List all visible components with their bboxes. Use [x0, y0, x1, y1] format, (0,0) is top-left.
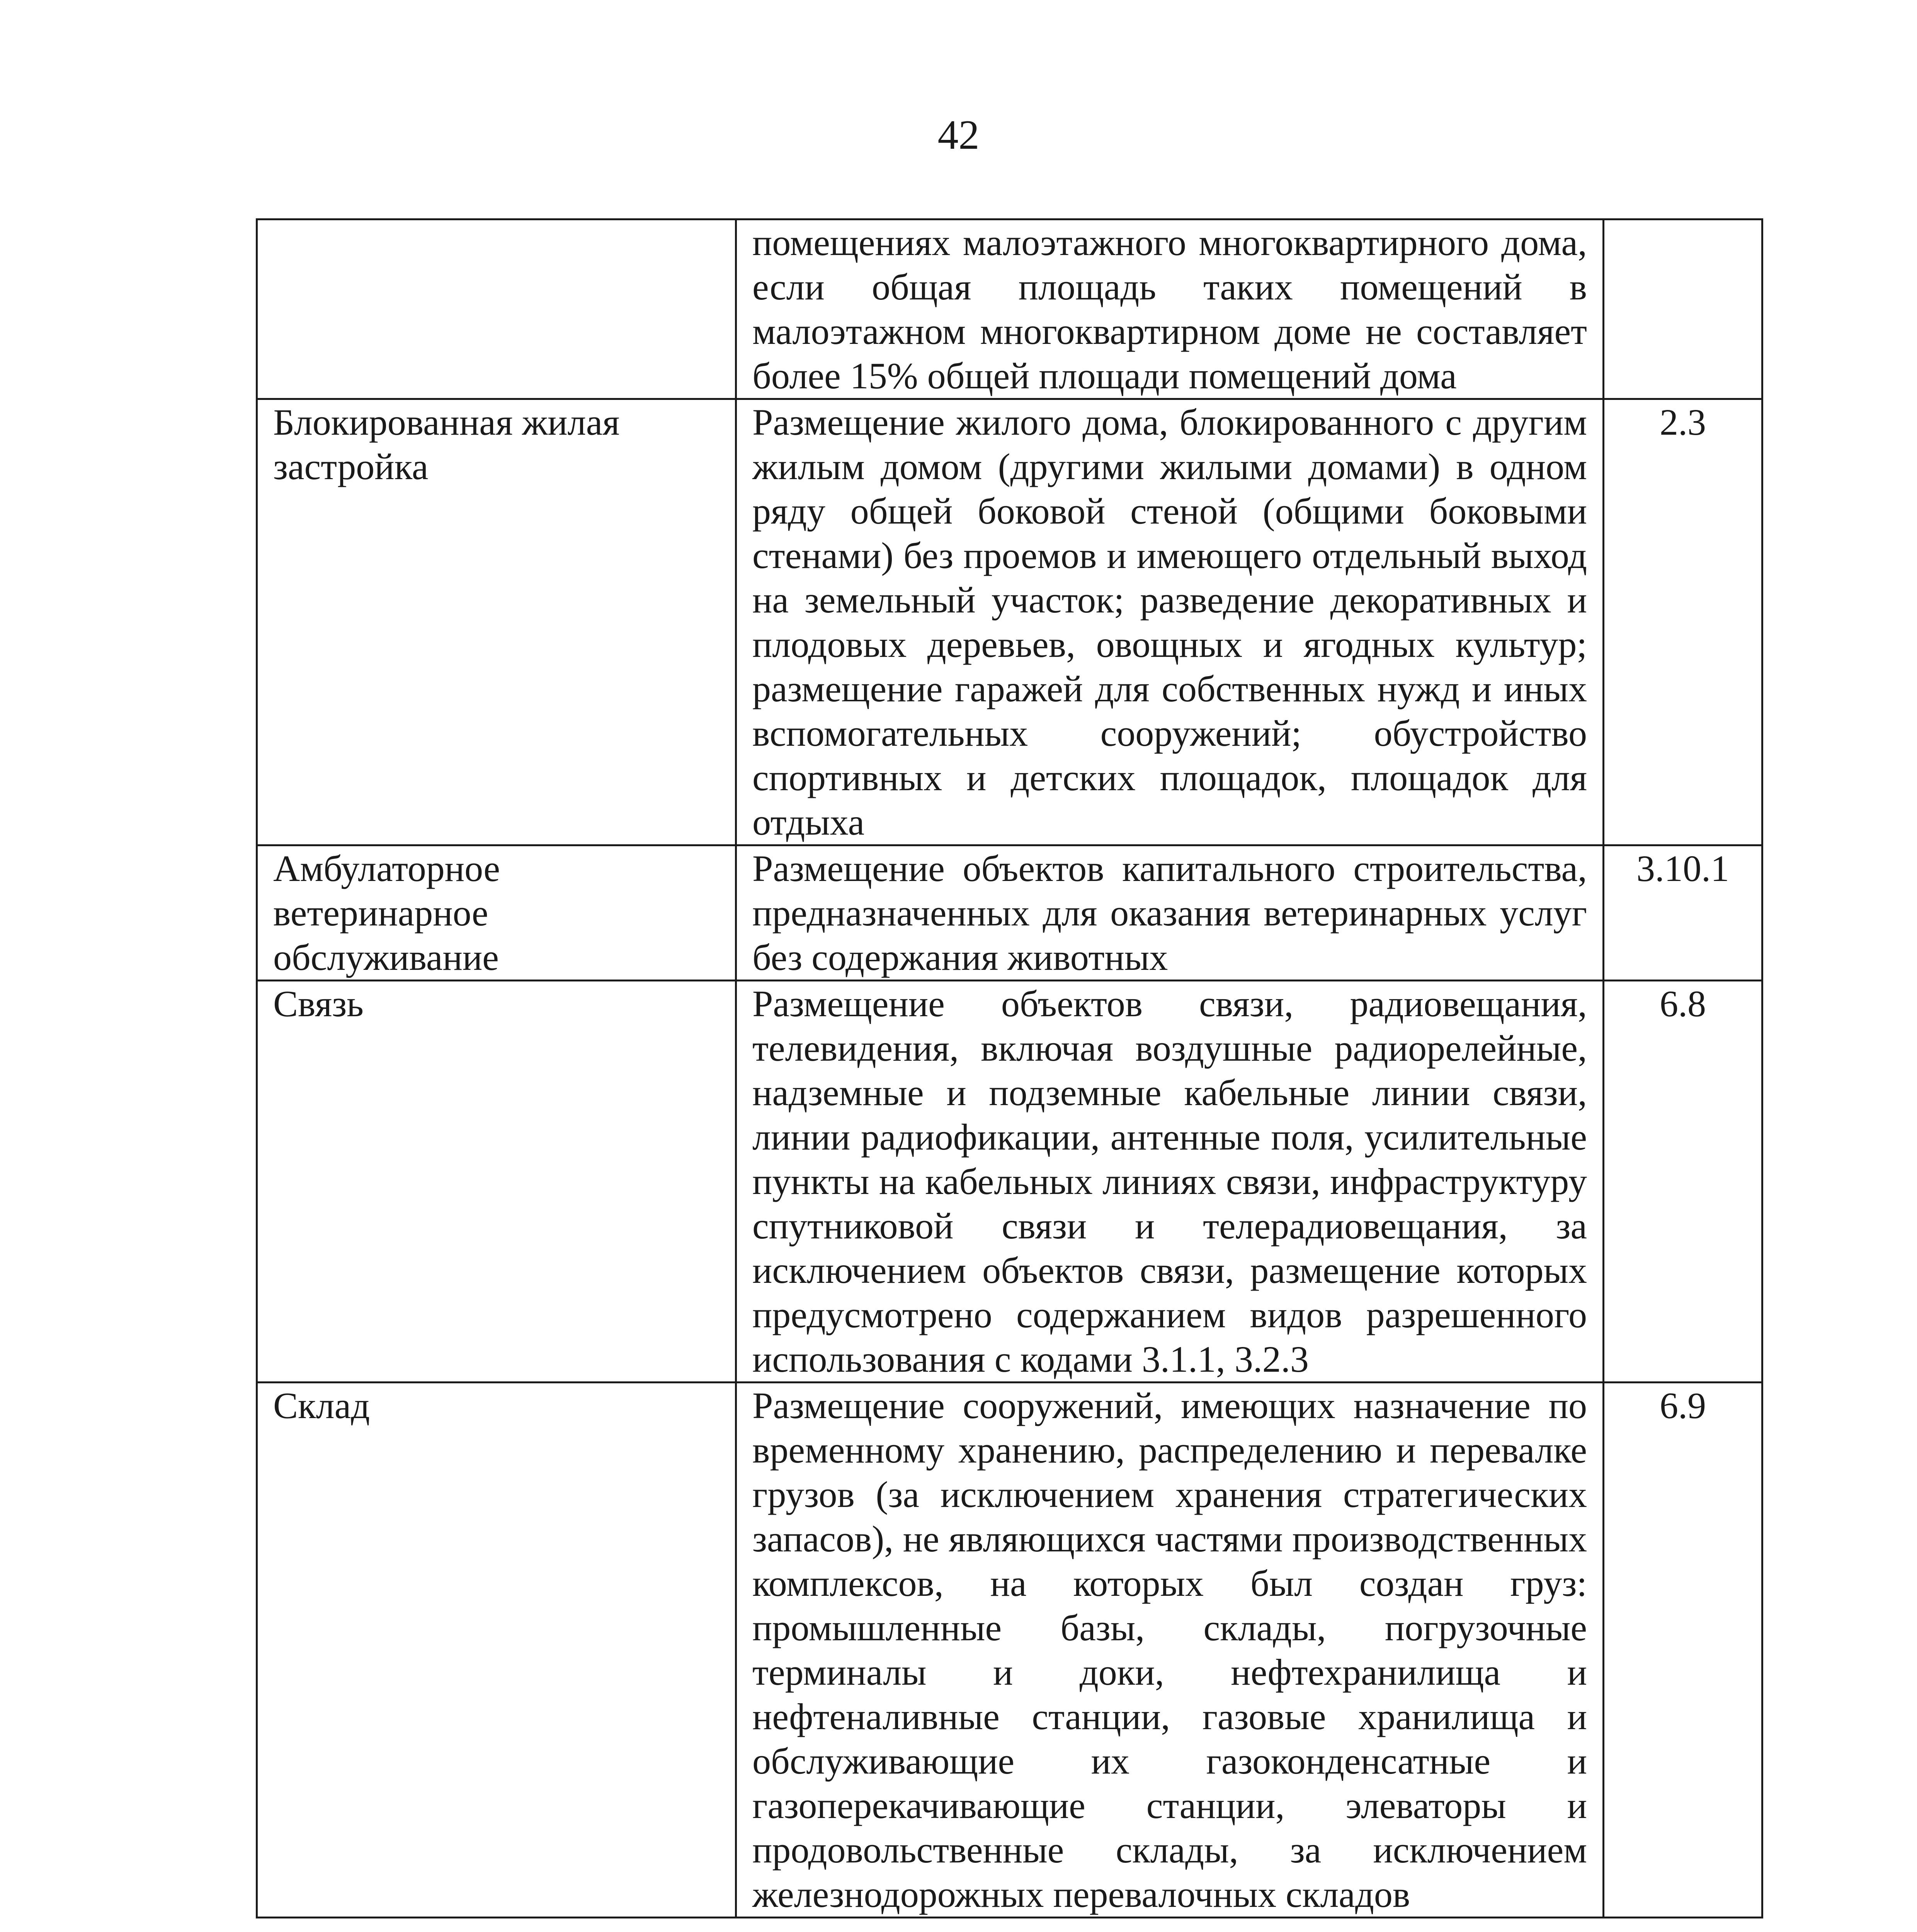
use-code-cell: 2.3 — [1604, 399, 1762, 845]
use-name-cell: Блокированная жилая застройка — [257, 399, 736, 845]
use-description-cell: Размещение сооружений, имеющих назначение по временному хранению, распределению и перевалке грузов (за исключением хранения стратегических запасов), не являющихся частями производственных комплексов, на которых был создан груз: промышленные базы, склады, погрузочные терминалы и доки, нефтехранилища и нефтеналивные станции, газовые хранилища и обслуживающие их газоконденсатные и газоперекачивающие станции, элеваторы и продовольственные склады, за исключением железнодорожных перевалочных складов — [736, 1383, 1604, 1918]
land-use-table — [256, 218, 1763, 1918]
table-row — [257, 1383, 1762, 1918]
table-row — [257, 845, 1762, 981]
use-name-cell: Связь — [257, 981, 736, 1383]
use-description-cell: Размещение объектов связи, радиовещания, телевидения, включая воздушные радиорелейные, надземные и подземные кабельные линии связи, линии радиофикации, антенные поля, усилительные пункты на кабельных линиях связи, инфраструктуру спутниковой связи и телерадиовещания, за исключением объектов связи, размещение которых предусмотрено содержанием видов разрешенного использования с кодами 3.1.1, 3.2.3 — [736, 981, 1604, 1383]
use-name-cell — [257, 219, 736, 399]
use-code-cell: 3.10.1 — [1604, 845, 1762, 981]
page-number: 42 — [937, 112, 980, 158]
use-name-cell: Амбулаторное ветеринарное обслуживание — [257, 845, 736, 981]
use-code-cell — [1604, 219, 1762, 399]
use-description-cell: Размещение жилого дома, блокированного с другим жилым домом (другими жилыми домами) в одном ряду общей боковой стеной (общими боковыми стенами) без проемов и имеющего отдельный выход на земельный участок; разведение декоративных и плодовых деревьев, овощных и ягодных культур; размещение гаражей для собственных нужд и иных вспомогательных сооружений; обустройство спортивных и детских площадок, площадок для отдыха — [736, 399, 1604, 845]
use-description-cell: помещениях малоэтажного многоквартирного дома, если общая площадь таких помещений в малоэтажном многоквартирном доме не составляет более 15% общей площади помещений дома — [736, 219, 1604, 399]
table-row — [257, 219, 1762, 399]
use-code-cell: 6.8 — [1604, 981, 1762, 1383]
table-row — [257, 399, 1762, 845]
use-name-cell: Склад — [257, 1383, 736, 1918]
use-code-cell: 6.9 — [1604, 1383, 1762, 1918]
use-description-cell: Размещение объектов капитального строительства, предназначенных для оказания ветеринарных услуг без содержания животных — [736, 845, 1604, 981]
table-row — [257, 981, 1762, 1383]
